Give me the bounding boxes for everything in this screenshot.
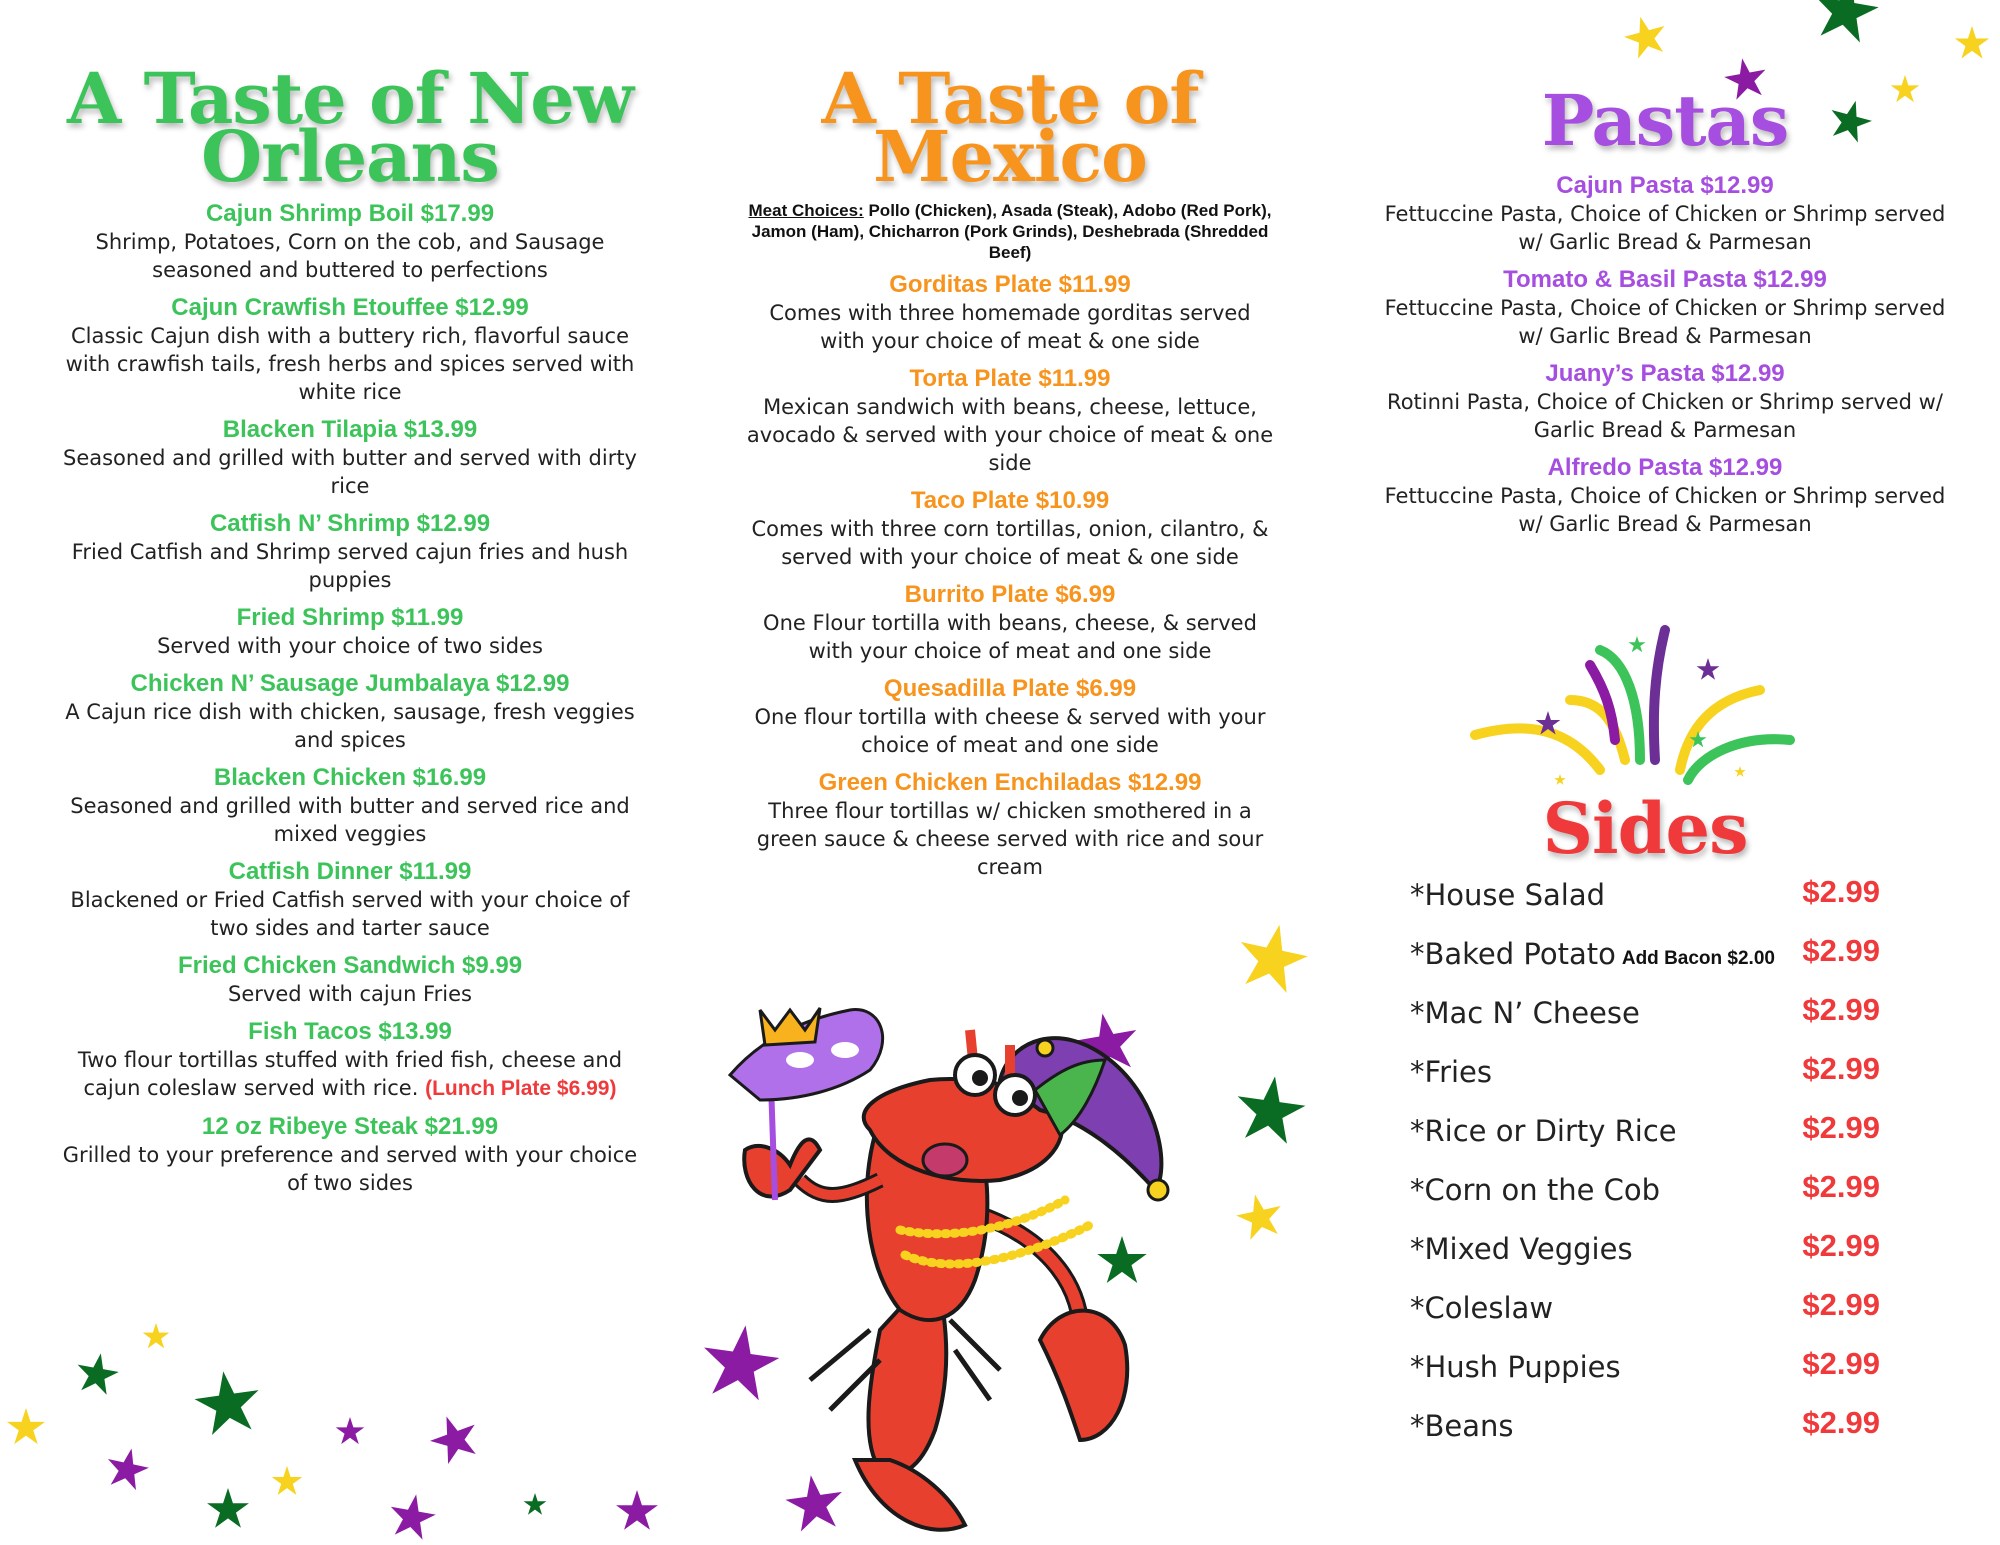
menu-item [60,200,640,284]
star-icon [143,1323,170,1348]
star-icon [1233,1190,1287,1242]
star-icon [1697,658,1720,680]
sides-title: Sides [1542,787,1748,870]
star-icon [1097,1236,1146,1283]
menu-item-description [60,228,640,284]
menu-item-description [60,980,640,1008]
menu-item [60,670,640,754]
menu-item-description [60,792,640,848]
menu-item-description-text: Comes with three corn tortillas, onion, cilantro, & served with your choice of meat & one side [751,517,1269,569]
star-icon [1554,774,1565,785]
menu-item [745,581,1275,665]
menu-item-description-text: A Cajun rice dish with chicken, sausage, fresh veggies and spices [65,700,635,752]
menu-item [1380,172,1950,256]
menu-item [60,510,640,594]
star-icon [1734,766,1745,777]
mexico-items [745,271,1275,881]
star-icon [207,1488,249,1528]
star-icon [1232,1072,1309,1146]
side-item-price: $2.99 [1802,1287,1880,1322]
mexico-section [745,57,1275,891]
menu-item [745,675,1275,759]
pastas-title: Pastas [1541,79,1789,162]
meat-choices [745,200,1275,263]
side-item [1410,1401,1890,1460]
menu-item-description [60,886,640,942]
lunch-plate-note: (Lunch Plate $6.99) [425,1077,617,1100]
sides-list [1410,870,1890,1460]
side-item-name [1410,1114,1677,1148]
side-item-price: $2.99 [1802,992,1880,1027]
new-orleans-section [60,57,640,1207]
menu-item-description [60,444,640,500]
side-item-price: $2.99 [1802,1228,1880,1263]
side-item-price: $2.99 [1802,1346,1880,1381]
side-item-name-text: *Fries [1410,1055,1493,1089]
menu-item [60,1113,640,1197]
side-item [1410,1342,1890,1401]
side-item [1410,1047,1890,1106]
menu-item-description [745,797,1275,881]
menu-item-description [60,1046,640,1103]
menu-item [60,952,640,1008]
star-icon [616,1490,658,1530]
side-item [1410,1224,1890,1283]
menu-item-title: Green Chicken Enchiladas $12.99 [818,769,1202,796]
menu-item-title: Cajun Crawfish Etouffee $12.99 [171,294,529,321]
menu-item-title: Chicken N’ Sausage Jumbalaya $12.99 [130,670,570,697]
side-item-name-text: *Rice or Dirty Rice [1410,1114,1677,1148]
menu-item-description [745,393,1275,477]
menu-item-title: Fried Chicken Sandwich $9.99 [177,952,523,979]
menu-item-description [60,698,640,754]
menu-item-title: Alfredo Pasta $12.99 [1547,454,1783,481]
menu-item-title: Catfish N’ Shrimp $12.99 [209,510,491,537]
side-item-name-text: *Corn on the Cob [1410,1173,1661,1207]
menu-item-description-text: Served with your choice of two sides [157,634,543,658]
menu-item-description [745,703,1275,759]
menu-item [1380,266,1950,350]
menu-item-title: Fish Tacos $13.99 [248,1018,452,1045]
side-item [1410,988,1890,1047]
side-item-name [1410,1173,1660,1207]
menu-item-description [1380,294,1950,350]
star-icon [1620,11,1671,60]
side-item-name-text: *Beans [1410,1409,1514,1443]
star-icon [1232,918,1313,996]
menu-item-description-text: Grilled to your preference and served with your choice of two sides [62,1143,638,1195]
side-item-name-text: *Mixed Veggies [1410,1232,1633,1266]
menu-item [60,604,640,660]
menu-item-title: Torta Plate $11.99 [909,365,1111,392]
star-icon [103,1444,152,1492]
menu-item-description-text: Three flour tortillas w/ chicken smothered in a green sauce & cheese served with rice and sour cream [756,799,1264,879]
menu-item-title: Burrito Plate $6.99 [904,581,1116,608]
star-icon [336,1417,365,1444]
star-icon [386,1490,438,1541]
firework-icon [1475,630,1790,780]
side-item-name [1410,996,1640,1030]
menu-item-description [1380,482,1950,538]
star-icon [524,1493,547,1515]
side-item-price: $2.99 [1802,1169,1880,1204]
menu-item-description-text: Two flour tortillas stuffed with fried fish, cheese and cajun coleslaw served with rice. [77,1048,623,1100]
side-item-name-text: *Hush Puppies [1410,1350,1621,1384]
star-icon [1628,636,1645,652]
menu-item [745,487,1275,571]
menu-item-title: Catfish Dinner $11.99 [228,858,472,885]
menu-item-title: Taco Plate $10.99 [910,487,1110,514]
menu-item [60,416,640,500]
side-item-price: $2.99 [1802,933,1880,968]
menu-item-description-text: Seasoned and grilled with butter and served rice and mixed veggies [70,794,630,846]
menu-item [60,858,640,942]
star-icon [73,1350,121,1396]
menu-item-description-text: Fried Catfish and Shrimp served cajun fries and hush puppies [71,540,629,592]
side-item [1410,1165,1890,1224]
menu-item [1380,360,1950,444]
star-icon [424,1408,484,1467]
side-item-name [1410,1232,1633,1266]
side-item-name-text: *House Salad [1410,878,1606,912]
side-item-name [1410,937,1775,971]
menu-item-title: Fried Shrimp $11.99 [236,604,464,631]
side-item-price: $2.99 [1802,1405,1880,1440]
crawfish-mascot [730,1008,1168,1530]
side-item-name [1410,1055,1492,1089]
menu-item-title: Gorditas Plate $11.99 [889,271,1131,298]
pastas-section [1380,70,1950,548]
menu-item-title: Quesadilla Plate $6.99 [883,675,1137,702]
menu-item [745,769,1275,881]
menu-item-description [60,322,640,406]
menu-item [745,271,1275,355]
side-item-name-text: *Baked Potato [1410,937,1616,971]
menu-item-title: Blacken Chicken $16.99 [213,764,487,791]
menu-item-description-text: Blackened or Fried Catfish served with your choice of two sides and tarter sauce [70,888,630,940]
menu-item-description [745,609,1275,665]
side-item-name [1410,878,1605,912]
new-orleans-title: A Taste of New Orleans [66,57,634,198]
meat-choices-label: Meat Choices: [748,201,864,220]
side-item [1410,870,1890,929]
mexico-title: A Taste of Mexico [821,57,1199,198]
star-icon [7,1408,45,1444]
menu-item-description [1380,200,1950,256]
menu-item-title: Cajun Shrimp Boil $17.99 [205,200,495,227]
side-item-name [1410,1350,1621,1384]
star-icon [698,1320,783,1402]
menu-item-description [60,538,640,594]
menu-item-description-text: Seasoned and grilled with butter and served with dirty rice [62,446,637,498]
menu-item-description-text: Fettuccine Pasta, Choice of Chicken or Shrimp served w/ Garlic Bread & Parmesan [1384,202,1946,254]
menu-item [60,1018,640,1103]
side-item-name [1410,1409,1514,1443]
side-item-price: $2.99 [1802,874,1880,909]
star-icon [1808,0,1882,45]
side-item-price: $2.99 [1802,1051,1880,1086]
menu-item-title: 12 oz Ribeye Steak $21.99 [201,1113,499,1140]
menu-item [60,294,640,406]
menu-item-title: Juany’s Pasta $12.99 [1545,360,1785,387]
menu-item-description [745,299,1275,355]
menu-item-description [60,632,640,660]
star-icon [783,1471,847,1533]
new-orleans-items [60,200,640,1197]
menu-item-description-text: One Flour tortilla with beans, cheese, & served with your choice of meat and one side [763,611,1257,663]
menu-item-description [1380,388,1950,444]
menu-item-description-text: Served with cajun Fries [228,982,472,1006]
menu-item-description-text: Mexican sandwich with beans, cheese, lettuce, avocado & served with your choice of meat & one side [746,395,1274,475]
star-icon [1955,26,1989,59]
side-item [1410,1283,1890,1342]
menu-item-description-text: Rotinni Pasta, Choice of Chicken or Shrimp served w/ Garlic Bread & Parmesan [1387,390,1943,442]
menu-item-description-text: Fettuccine Pasta, Choice of Chicken or Shrimp served w/ Garlic Bread & Parmesan [1384,296,1946,348]
menu-item [1380,454,1950,538]
menu-item [60,764,640,848]
side-item-price: $2.99 [1802,1110,1880,1145]
menu-item-description-text: Comes with three homemade gorditas served with your choice of meat & one side [769,301,1251,353]
side-item-addon: Add Bacon $2.00 [1621,948,1775,969]
menu-item-title: Tomato & Basil Pasta $12.99 [1503,266,1827,293]
menu-item-description [60,1141,640,1197]
menu-item-description-text: Classic Cajun dish with a buttery rich, flavorful sauce with crawfish tails, fresh herbs and spices served with white rice [65,324,635,404]
pastas-items [1380,172,1950,538]
side-item-name-text: *Coleslaw [1410,1291,1554,1325]
menu-item-description-text: One flour tortilla with cheese & served with your choice of meat and one side [754,705,1266,757]
side-item [1410,1106,1890,1165]
menu-item-title: Cajun Pasta $12.99 [1556,172,1774,199]
side-item-name-text: *Mac N’ Cheese [1410,996,1640,1030]
menu-item-description-text: Shrimp, Potatoes, Corn on the cob, and Sausage seasoned and buttered to perfections [95,230,605,282]
side-item [1410,929,1890,988]
meat-choices-text: Pollo (Chicken), Asada (Steak), Adobo (Red Pork), Jamon (Ham), Chicharron (Pork Grinds), Deshebrada (Shredded Beef) [751,201,1272,262]
star-icon [191,1367,264,1437]
side-item-name [1410,1291,1553,1325]
menu-item-description-text: Fettuccine Pasta, Choice of Chicken or Shrimp served w/ Garlic Bread & Parmesan [1384,484,1946,536]
menu-item-title: Blacken Tilapia $13.99 [222,416,478,443]
star-icon [272,1466,302,1495]
menu-item [745,365,1275,477]
menu-item-description [745,515,1275,571]
